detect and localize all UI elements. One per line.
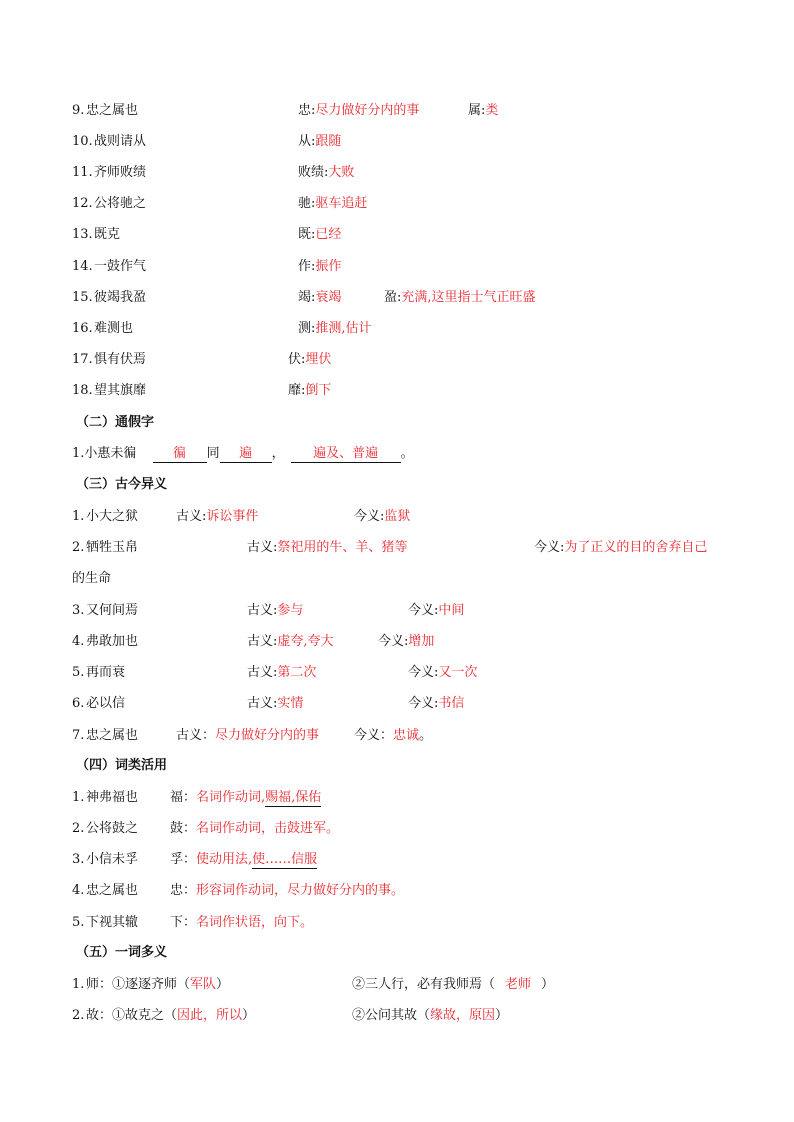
- huoyong-definition: [170, 819, 339, 839]
- item-phrase: 小惠未徧: [84, 446, 137, 461]
- item-number: 10.: [72, 134, 93, 149]
- word-label: 驰:: [298, 196, 316, 211]
- jin-label: 今义:: [408, 603, 439, 618]
- gu-label: 古义:: [176, 509, 207, 524]
- sense-one: [86, 1006, 255, 1026]
- item-phrase: 再而衰: [86, 665, 126, 680]
- huoyong-definition: [170, 850, 317, 870]
- sense-sentence: ②三人行，必有我师焉（: [352, 977, 496, 992]
- old-value: 参与: [277, 603, 304, 618]
- new-value: 中间: [438, 603, 465, 618]
- jin-label: 今义:: [534, 540, 565, 555]
- new-meaning: [354, 507, 410, 527]
- paren-close: ）: [216, 977, 230, 992]
- word-label: 鼓：: [170, 821, 197, 836]
- new-value: 增加: [408, 634, 435, 649]
- item-phrase: 望其旗靡: [94, 383, 147, 398]
- jin-label: 今义:: [408, 696, 439, 711]
- old-meaning: [176, 726, 319, 746]
- item-phrase: 战则请从: [94, 134, 147, 149]
- word-label: 忠:: [298, 103, 316, 118]
- item-number: 3.: [72, 603, 85, 618]
- usage-type: 使动用法,: [196, 852, 253, 867]
- item-phrase: 公将驰之: [94, 196, 147, 211]
- old-meaning: [247, 694, 303, 714]
- word-meaning: 类: [485, 103, 499, 118]
- item-number: 6.: [72, 696, 85, 711]
- sense-sentence: ①故克之（: [112, 1008, 178, 1023]
- usage-type: 名词作动词,: [196, 790, 266, 805]
- word-label: 靡:: [288, 383, 306, 398]
- sense-answer: 军队: [190, 977, 217, 992]
- old-meaning: [247, 538, 407, 558]
- word-label: 福：: [170, 790, 197, 805]
- word-label: 故：: [86, 1008, 113, 1023]
- item-number: 12.: [72, 196, 93, 211]
- item-phrase: 忠之属也: [86, 728, 139, 743]
- item-number: 7.: [72, 728, 85, 743]
- section-heading-yiciduoyi: （五）一词多义: [76, 945, 168, 960]
- word-label: 既:: [298, 227, 316, 242]
- item-number: 15.: [72, 290, 93, 305]
- word-meaning: 倒下: [305, 383, 332, 398]
- word-label: 从:: [298, 134, 316, 149]
- item-phrase: 小大之狱: [86, 509, 139, 524]
- jin-label: 今义:: [378, 634, 409, 649]
- definition: [298, 319, 372, 339]
- gu-label: 古义:: [247, 540, 278, 555]
- sense-answer: 因此，所以: [177, 1008, 243, 1023]
- tong-label: 同: [206, 446, 220, 461]
- word-meaning: 充满,这里指士气正旺盛: [401, 290, 536, 305]
- old-value: 第二次: [277, 665, 317, 680]
- item-number: 3.: [72, 852, 85, 867]
- section-heading-gujinyiyi: （三）古今异义: [76, 477, 168, 492]
- definition: [288, 350, 331, 370]
- definition: [288, 381, 331, 401]
- word-label: 忠：: [170, 883, 197, 898]
- new-value-continuation: 的生命: [72, 571, 112, 586]
- new-value: 为了正义的目的舍弃自己: [564, 540, 708, 555]
- new-value: 又一次: [438, 665, 478, 680]
- usage-meaning: 尽力做好分内的事。: [287, 883, 405, 898]
- word-meaning: 驱车追赶: [315, 196, 368, 211]
- old-value: 尽力做好分内的事: [215, 728, 320, 743]
- jin-label: 今义:: [354, 509, 385, 524]
- new-value: 忠诚: [393, 728, 420, 743]
- item-phrase: 牺牲玉帛: [86, 540, 139, 555]
- definition: [468, 101, 498, 121]
- usage-meaning: 向下。: [274, 915, 314, 930]
- new-meaning: [408, 663, 477, 683]
- item-phrase: 彼竭我盈: [94, 290, 147, 305]
- section-heading-tongjiazi: （二）通假字: [76, 415, 155, 430]
- item-phrase: 弗敢加也: [86, 634, 139, 649]
- item-number: 1.: [72, 509, 85, 524]
- word-label: 测:: [298, 321, 316, 336]
- old-meaning: [247, 632, 334, 652]
- item-phrase: 必以信: [86, 696, 126, 711]
- item-phrase: 忠之属也: [86, 103, 139, 118]
- gu-label: 古义:: [247, 603, 278, 618]
- item-phrase: 神弗福也: [86, 790, 139, 805]
- item-phrase: 既克: [94, 227, 121, 242]
- word-meaning: 尽力做好分内的事: [315, 103, 420, 118]
- item-number: 13.: [72, 227, 93, 242]
- usage-meaning: 赐福,保佑: [265, 790, 322, 805]
- item-number: 9.: [72, 103, 85, 118]
- item-phrase: 公将鼓之: [86, 821, 139, 836]
- item-number: 2.: [72, 540, 85, 555]
- sense-two: [352, 975, 554, 995]
- new-meaning: [378, 632, 434, 652]
- definition: [298, 132, 341, 152]
- usage-type: 名词作动词，: [196, 821, 275, 836]
- item-number: 2.: [72, 821, 85, 836]
- item-phrase: 下视其辙: [86, 915, 139, 930]
- definition: [298, 288, 341, 308]
- word-label: 败绩:: [298, 165, 329, 180]
- answer-blank-char: 徧: [153, 446, 207, 463]
- period: 。: [419, 728, 433, 743]
- definition: [298, 163, 354, 183]
- old-meaning: [247, 663, 316, 683]
- old-value: 诉讼事件: [206, 509, 259, 524]
- item-phrase: 一鼓作气: [94, 259, 147, 274]
- huoyong-definition: [170, 913, 313, 933]
- huoyong-definition: [170, 788, 321, 808]
- item-phrase: 齐师败绩: [94, 165, 147, 180]
- sense-two: [352, 1006, 508, 1026]
- sense-sentence: ①逐逐齐师（: [112, 977, 191, 992]
- item-number: 5.: [72, 915, 85, 930]
- new-meaning: [408, 601, 464, 621]
- sense-answer: 缘故，原因: [430, 1008, 496, 1023]
- word-label: 下：: [170, 915, 197, 930]
- usage-type: 名词作状语，: [196, 915, 275, 930]
- old-value: 虚夸,夸大: [277, 634, 334, 649]
- definition: [298, 225, 341, 245]
- period: 。: [400, 446, 414, 461]
- word-meaning: 振作: [315, 259, 342, 274]
- comma: ，: [271, 446, 285, 461]
- answer-blank-target: 遍: [220, 446, 272, 463]
- usage-meaning: 使……信服: [252, 852, 318, 867]
- item-number: 11.: [72, 165, 93, 180]
- item-number: 17.: [72, 352, 93, 367]
- section-heading-cileihuoyong: （四）词类活用: [76, 758, 168, 773]
- new-meaning: [354, 726, 432, 746]
- word-meaning: 跟随: [315, 134, 342, 149]
- item-number: 18.: [72, 383, 93, 398]
- word-meaning: 衰竭: [315, 290, 342, 305]
- item-phrase: 又何间焉: [86, 603, 139, 618]
- definition: [298, 257, 341, 277]
- sense-answer: 老师: [505, 977, 532, 992]
- item-number: 5.: [72, 665, 85, 680]
- word-label: 属:: [468, 103, 486, 118]
- word-meaning: 埋伏: [305, 352, 332, 367]
- old-meaning: [176, 507, 258, 527]
- new-value: 监狱: [384, 509, 411, 524]
- sense-sentence: ②公问其故（: [352, 1008, 431, 1023]
- item-phrase: 惧有伏焉: [94, 352, 147, 367]
- sense-one: [86, 975, 229, 995]
- word-meaning: 大败: [328, 165, 355, 180]
- gu-label: 古义:: [247, 634, 278, 649]
- item-phrase: 难测也: [94, 321, 134, 336]
- definition: [298, 101, 419, 121]
- old-meaning: [247, 601, 303, 621]
- paren-close: ）: [541, 977, 555, 992]
- old-value: 祭祀用的牛、羊、猪等: [277, 540, 408, 555]
- usage-meaning: 击鼓进军。: [274, 821, 340, 836]
- item-number: 14.: [72, 259, 93, 274]
- word-label: 盈:: [384, 290, 402, 305]
- word-label: 竭:: [298, 290, 316, 305]
- new-meaning: [408, 694, 464, 714]
- gu-label: 古义：: [176, 728, 216, 743]
- item-number: 2.: [72, 1008, 85, 1023]
- definition: [384, 288, 536, 308]
- paren-close: ）: [242, 1008, 256, 1023]
- word-meaning: 已经: [315, 227, 342, 242]
- answer-blank-meaning: 遍及、普遍: [291, 446, 401, 463]
- old-value: 实情: [277, 696, 304, 711]
- word-label: 作:: [298, 259, 316, 274]
- word-label: 师：: [86, 977, 113, 992]
- usage-type: 形容词作动词，: [196, 883, 288, 898]
- item-number: 1.: [72, 790, 85, 805]
- paren-close: ）: [495, 1008, 509, 1023]
- word-label: 孚：: [170, 852, 197, 867]
- item-number: 16.: [72, 321, 93, 336]
- jin-label: 今义:: [408, 665, 439, 680]
- item-number: 4.: [72, 634, 85, 649]
- definition: [298, 194, 367, 214]
- word-label: 伏:: [288, 352, 306, 367]
- item-number: 1.: [72, 446, 85, 461]
- item-phrase: 小信未孚: [86, 852, 139, 867]
- word-meaning: 推测,估计: [315, 321, 372, 336]
- new-meaning: [534, 538, 707, 558]
- tongjiazi-item: [72, 444, 414, 464]
- huoyong-definition: [170, 881, 404, 901]
- gu-label: 古义:: [247, 696, 278, 711]
- item-phrase: 忠之属也: [86, 883, 139, 898]
- gu-label: 古义:: [247, 665, 278, 680]
- item-number: 4.: [72, 883, 85, 898]
- new-value: 书信: [438, 696, 465, 711]
- jin-label: 今义：: [354, 728, 394, 743]
- item-number: 1.: [72, 977, 85, 992]
